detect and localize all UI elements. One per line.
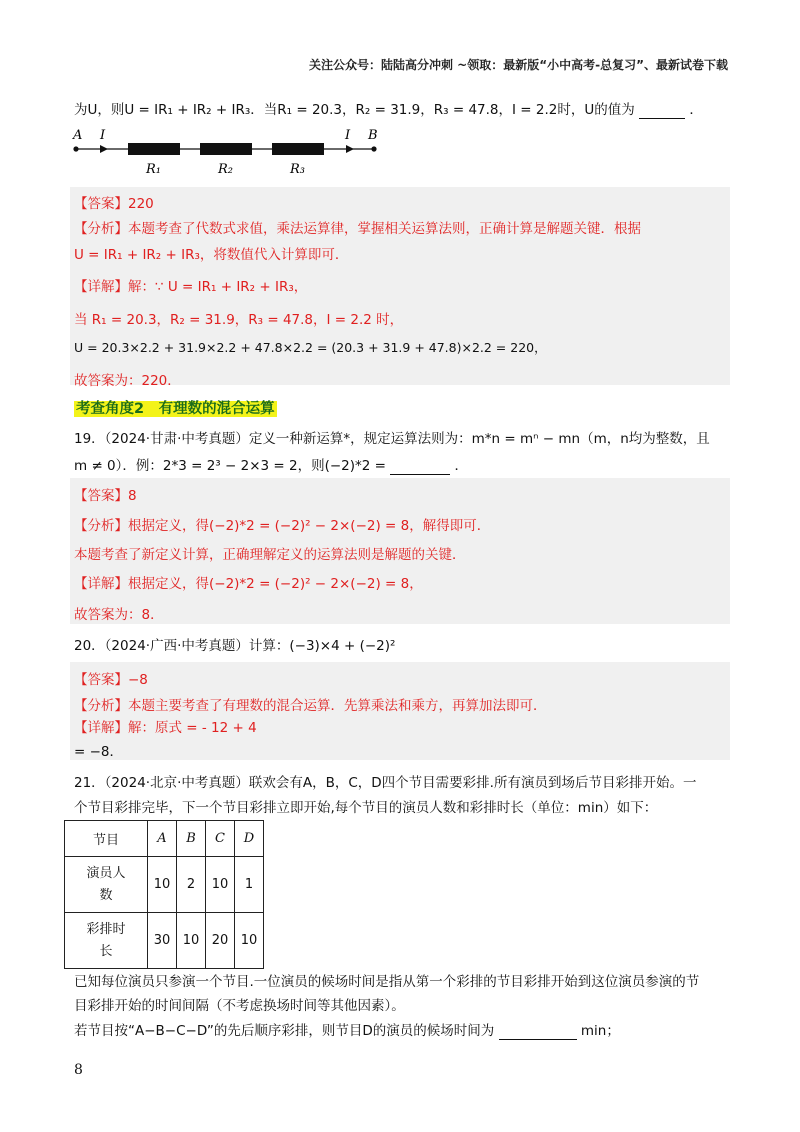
current-right-label: I [345,128,351,143]
q18-detail-2: 当 R₁ = 20.3，R₂ = 31.9，R₃ = 47.8，I = 2.2 时， [74,312,404,328]
q18-analysis-1: 【分析】本题考查了代数式求值，乘法运算律，掌握相关运算法则，正确计算是解题关键．根据 [74,221,641,237]
resistor-r2 [200,143,252,155]
table-row [65,913,264,969]
q19-conclusion: 故答案为：8． [74,607,164,623]
q21-after-1: 已知每位演员只参演一个节目.一位演员的候场时间是指从第一个彩排的节目彩排开始到这位演员参演的节 [74,974,700,990]
resistor-r3 [272,143,324,155]
table-cell: 10 [148,857,177,913]
r1-label: R₁ [146,162,161,177]
q21-stem-2: 个节目彩排完毕，下一个节目彩排立即开始,每个节目的演员人数和彩排时长（单位：min）如下： [74,800,658,816]
current-left-label: I [100,128,106,143]
table-header-cell: B [177,821,206,857]
table-header-cell: 节目 [65,821,148,857]
q18-detail-1: 【详解】解：∵ U = IR₁ + IR₂ + IR₃， [74,279,308,295]
table-cell: 10 [235,913,264,969]
q19-analysis-2: 本题考查了新定义计算，正确理解定义的运算法则是解题的关键． [74,547,466,563]
q18-answer: 【答案】220 [74,196,154,212]
q19-stem-2 [74,454,468,475]
q18-analysis-2: U = IR₁ + IR₂ + IR₃，将数值代入计算即可． [74,247,349,263]
q18-answer-blank [639,102,685,119]
q20-result: = −8． [74,744,124,760]
q18-detail-3: U = 20.3×2.2 + 31.9×2.2 + 47.8×2.2 = (20.3 + 31.9 + 47.8)×2.2 = 220， [74,340,547,355]
header-note: 关注公众号：陆陆高分冲刺 ~领取：最新版“小中高考-总复习”、最新试卷下载 [309,58,728,72]
q20-detail: 【详解】解：原式 = - 12 + 4 [74,720,257,736]
q19-answer-blank [390,458,450,475]
r3-label: R₃ [290,162,305,177]
table-header-cell: A [148,821,177,857]
table-header-row [65,821,264,857]
node-b-label: B [368,128,378,143]
table-row-label: 彩排时 长 [65,913,148,969]
q21-after-3-end: min； [580,1023,620,1039]
node-a-label: A [73,128,83,143]
table-cell: 2 [177,857,206,913]
q19-analysis-1: 【分析】根据定义，得(−2)*2 = (−2)² − 2×(−2) = 8，解得即可． [74,518,491,534]
table-header-cell: C [206,821,235,857]
q21-stem-1: 21．（2024·北京·中考真题）联欢会有A，B，C，D四个节目需要彩排.所有演员到场后节目彩排开始。一 [74,775,697,791]
table-cell: 10 [206,857,235,913]
q19-stem-1: 19．（2024·甘肃·中考真题）定义一种新运算*，规定运算法则为：m*n = mⁿ − mn（m，n均为整数，且 [74,431,710,447]
r2-label: R₂ [218,162,233,177]
q20-analysis: 【分析】本题主要考查了有理数的混合运算．先算乘法和乘方，再算加法即可． [74,698,547,714]
table-cell: 30 [148,913,177,969]
page-number: 8 [74,1062,83,1078]
q21-after-3-text: 若节目按“A−B−C−D”的先后顺序彩排，则节目D的演员的候场时间为 [74,1023,495,1039]
q21-after-2: 目彩排开始的时间间隔（不考虑换场时间等其他因素）。 [74,998,405,1014]
q19-detail: 【详解】根据定义，得(−2)*2 = (−2)² − 2×(−2) = 8， [74,576,423,592]
table-row-label: 演员人 数 [65,857,148,913]
q19-answer: 【答案】8 [74,488,137,504]
table-row [65,857,264,913]
q18-stem-end: ． [689,102,703,118]
q21-after-3 [74,1019,620,1040]
section-heading [74,397,277,418]
resistor-r1 [128,143,180,155]
section-heading-text: 考查角度2 有理数的混合运算 [76,401,275,417]
rehearsal-table [64,820,264,969]
table-cell: 10 [177,913,206,969]
table-cell: 20 [206,913,235,969]
table-cell: 1 [235,857,264,913]
q18-stem [74,98,703,119]
resistor-circuit-diagram [70,127,390,179]
q20-answer: 【答案】−8 [74,672,148,688]
table-header-cell: D [235,821,264,857]
q18-stem-text: 为U，则U = IR₁ + IR₂ + IR₃．当R₁ = 20.3，R₂ = 31.9，R₃ = 47.8，I = 2.2时，U的值为 [74,102,635,118]
current-arrow-right-icon [346,145,354,153]
q19-stem-end: ． [454,458,469,474]
current-arrow-left-icon [100,145,108,153]
q19-stem-2-text: m ≠ 0）．例：2*3 = 2³ − 2×3 = 2，则(−2)*2 = [74,458,386,474]
q20-stem: 20．（2024·广西·中考真题）计算：(−3)×4 + (−2)² [74,638,396,654]
q18-conclusion: 故答案为：220． [74,373,181,389]
q21-answer-blank [499,1023,577,1040]
